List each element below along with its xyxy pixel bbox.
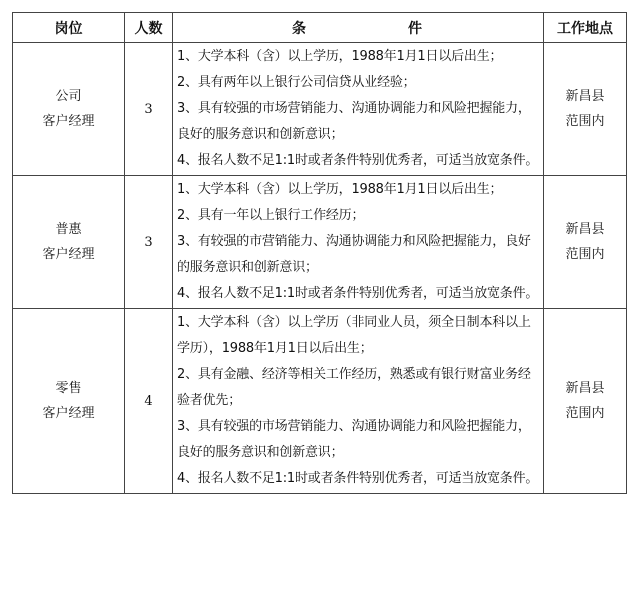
headcount-cell: 4 <box>125 309 173 494</box>
position-cell <box>13 43 125 176</box>
condition-item: 1、大学本科（含）以上学历（非同业人员，须全日制本科以上学历），1988年1月1日以后出生； <box>177 315 531 356</box>
condition-item: 3、具有较强的市场营销能力、沟通协调能力和风险把握能力，良好的服务意识和创新意识； <box>177 419 531 460</box>
position-title-line1: 公司 <box>55 89 82 104</box>
header-conditions-left: 条 <box>292 20 308 37</box>
location-line1: 新昌县 <box>565 381 605 396</box>
table-row <box>13 43 627 176</box>
conditions-cell <box>173 176 544 309</box>
condition-item: 4、报名人数不足1:1时或者条件特别优秀者，可适当放宽条件。 <box>177 286 539 301</box>
header-count: 人数 <box>125 13 173 43</box>
location-cell <box>544 176 627 309</box>
table-row <box>13 309 627 494</box>
location-line2: 范围内 <box>565 247 605 262</box>
position-cell <box>13 176 125 309</box>
header-conditions-right: 件 <box>408 20 424 37</box>
location-line2: 范围内 <box>565 114 605 129</box>
location-cell <box>544 309 627 494</box>
conditions-cell <box>173 43 544 176</box>
table-header-row <box>13 13 627 43</box>
position-title-line1: 零售 <box>55 381 82 396</box>
position-title-line2: 客户经理 <box>42 406 95 421</box>
condition-item: 2、具有两年以上银行公司信贷从业经验； <box>177 75 416 90</box>
location-cell <box>544 43 627 176</box>
condition-item: 3、有较强的市营销能力、沟通协调能力和风险把握能力，良好的服务意识和创新意识； <box>177 234 531 275</box>
condition-item: 2、具有一年以上银行工作经历； <box>177 208 365 223</box>
headcount-cell: 3 <box>125 176 173 309</box>
location-line1: 新昌县 <box>565 89 605 104</box>
position-title-line1: 普惠 <box>55 222 82 237</box>
position-title-line2: 客户经理 <box>42 114 95 129</box>
table-row <box>13 176 627 309</box>
position-title-line2: 客户经理 <box>42 247 95 262</box>
condition-item: 2、具有金融、经济等相关工作经历，熟悉或有银行财富业务经验者优先； <box>177 367 531 408</box>
condition-item: 4、报名人数不足1:1时或者条件特别优秀者，可适当放宽条件。 <box>177 153 539 168</box>
conditions-cell <box>173 309 544 494</box>
location-line2: 范围内 <box>565 406 605 421</box>
headcount-cell: 3 <box>125 43 173 176</box>
condition-item: 4、报名人数不足1:1时或者条件特别优秀者，可适当放宽条件。 <box>177 471 539 486</box>
condition-item: 3、具有较强的市场营销能力、沟通协调能力和风险把握能力，良好的服务意识和创新意识； <box>177 101 531 142</box>
header-position: 岗位 <box>13 13 125 43</box>
condition-item: 1、大学本科（含）以上学历，1988年1月1日以后出生； <box>177 49 503 64</box>
header-location: 工作地点 <box>544 13 627 43</box>
header-conditions <box>173 13 544 43</box>
condition-item: 1、大学本科（含）以上学历，1988年1月1日以后出生； <box>177 182 503 197</box>
position-cell <box>13 309 125 494</box>
location-line1: 新昌县 <box>565 222 605 237</box>
recruitment-table <box>12 12 627 494</box>
